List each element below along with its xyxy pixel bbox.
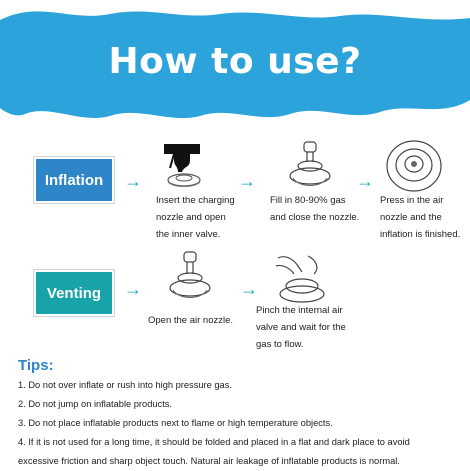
list-item: excessive friction and sharp object touch. Natural air leakage of inflatable products is normal. (18, 456, 400, 466)
page-title: How to use? (108, 41, 362, 82)
charging-nozzle-icon (160, 140, 208, 190)
inflation-step-2-text: Fill in 80-90% gas and close the nozzle. (270, 195, 360, 223)
arrow-icon: → (124, 279, 142, 299)
list-item: 3. Do not place inflatable products next to flame or high temperature objects. (18, 418, 333, 428)
list-item: 2. Do not jump on inflatable products. (18, 399, 173, 409)
valve-open-icon (285, 138, 335, 190)
inflation-label: Inflation (34, 157, 114, 203)
tips-title: Tips: (18, 357, 54, 374)
venting-step-1-text: Open the air nozzle. (148, 315, 234, 326)
arrow-icon: → (240, 279, 258, 299)
valve-closed-icon (385, 138, 443, 194)
venting-step-2-text: Pinch the internal air valve and wait for the gas to flow. (256, 305, 346, 350)
list-item: 4. If it is not used for a long time, it should be folded and placed in a flat and dark place to avoid (18, 437, 410, 447)
arrow-icon: → (356, 171, 374, 191)
arrow-icon: → (238, 171, 256, 191)
arrow-icon: → (124, 171, 142, 191)
inflation-step-1-text: Insert the charging nozzle and open the inner valve. (156, 195, 235, 240)
valve-open-icon (165, 248, 215, 302)
venting-label: Venting (34, 270, 114, 316)
list-item: 1. Do not over inflate or rush into high pressure gas. (18, 380, 232, 390)
inflation-step-3-text: Press in the air nozzle and the inflation is finished. (380, 195, 461, 240)
tips-list (18, 376, 462, 471)
pinch-valve-icon (272, 252, 328, 306)
